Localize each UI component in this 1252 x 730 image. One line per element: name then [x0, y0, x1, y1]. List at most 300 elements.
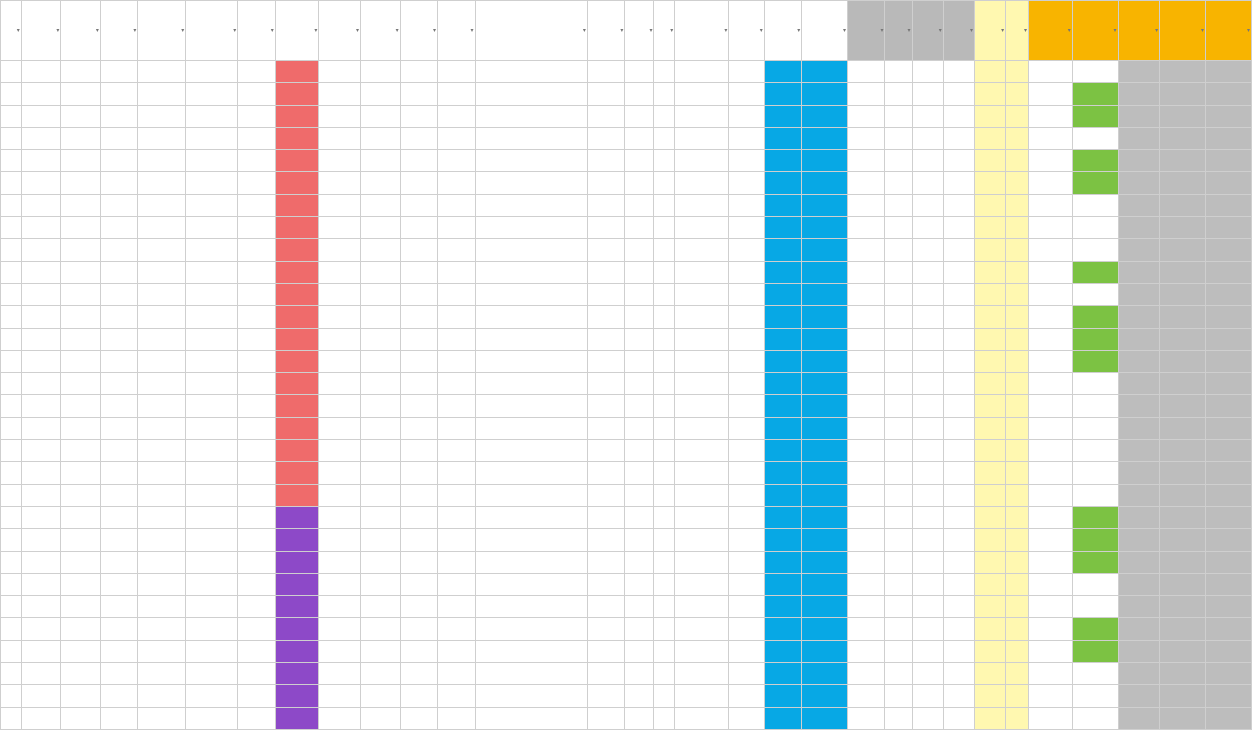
table-cell[interactable]: [61, 551, 101, 573]
table-cell[interactable]: [974, 172, 1005, 194]
filter-dropdown-icon[interactable]: ▾: [1001, 27, 1005, 34]
table-cell[interactable]: [319, 551, 361, 573]
table-cell[interactable]: [943, 150, 974, 172]
table-cell[interactable]: [319, 194, 361, 216]
table-cell[interactable]: [675, 618, 729, 640]
table-cell[interactable]: [238, 150, 275, 172]
filter-dropdown-icon[interactable]: ▾: [356, 27, 360, 34]
table-cell[interactable]: [943, 596, 974, 618]
table-cell[interactable]: [1006, 685, 1029, 707]
table-cell[interactable]: [1029, 663, 1073, 685]
table-cell[interactable]: [275, 194, 319, 216]
table-cell[interactable]: [100, 83, 137, 105]
table-cell[interactable]: [319, 239, 361, 261]
table-cell[interactable]: [587, 685, 624, 707]
table-cell[interactable]: [61, 194, 101, 216]
table-cell[interactable]: [675, 395, 729, 417]
table-cell[interactable]: [1205, 395, 1251, 417]
table-cell[interactable]: [625, 283, 654, 305]
table-cell[interactable]: [729, 328, 764, 350]
table-cell[interactable]: [974, 462, 1005, 484]
table-cell[interactable]: [912, 417, 943, 439]
table-cell[interactable]: [475, 328, 587, 350]
table-cell[interactable]: [138, 618, 186, 640]
table-cell[interactable]: [625, 440, 654, 462]
table-cell[interactable]: [764, 283, 801, 305]
table-cell[interactable]: [802, 61, 848, 83]
table-cell[interactable]: [802, 640, 848, 662]
table-cell[interactable]: [475, 685, 587, 707]
table-cell[interactable]: [943, 685, 974, 707]
table-cell[interactable]: [319, 506, 361, 528]
table-cell[interactable]: [943, 529, 974, 551]
table-cell[interactable]: [238, 596, 275, 618]
table-cell[interactable]: [1029, 596, 1073, 618]
table-cell[interactable]: [974, 395, 1005, 417]
table-cell[interactable]: [848, 440, 885, 462]
table-cell[interactable]: [1006, 261, 1029, 283]
table-cell[interactable]: [186, 217, 238, 239]
table-cell[interactable]: [319, 440, 361, 462]
table-cell[interactable]: [848, 618, 885, 640]
table-cell[interactable]: [100, 150, 137, 172]
table-cell[interactable]: [100, 127, 137, 149]
table-cell[interactable]: [138, 172, 186, 194]
table-cell[interactable]: [625, 551, 654, 573]
table-cell[interactable]: [764, 484, 801, 506]
table-cell[interactable]: [21, 194, 61, 216]
table-cell[interactable]: [1205, 573, 1251, 595]
table-cell[interactable]: [802, 618, 848, 640]
table-cell[interactable]: [587, 618, 624, 640]
table-cell[interactable]: [1118, 395, 1160, 417]
table-cell[interactable]: [1, 328, 22, 350]
table-cell[interactable]: [912, 395, 943, 417]
table-cell[interactable]: [138, 440, 186, 462]
table-cell[interactable]: [438, 395, 475, 417]
table-cell[interactable]: [802, 573, 848, 595]
table-cell[interactable]: [729, 83, 764, 105]
table-cell[interactable]: [438, 663, 475, 685]
table-cell[interactable]: [802, 529, 848, 551]
table-cell[interactable]: [1029, 573, 1073, 595]
table-cell[interactable]: [319, 350, 361, 372]
table-cell[interactable]: [802, 462, 848, 484]
table-cell[interactable]: [186, 596, 238, 618]
table-cell[interactable]: [1006, 462, 1029, 484]
table-cell[interactable]: [275, 440, 319, 462]
table-cell[interactable]: [61, 61, 101, 83]
table-cell[interactable]: [1118, 551, 1160, 573]
table-cell[interactable]: [21, 484, 61, 506]
table-cell[interactable]: [1205, 707, 1251, 729]
table-cell[interactable]: [587, 127, 624, 149]
table-cell[interactable]: [1205, 127, 1251, 149]
table-cell[interactable]: [885, 283, 912, 305]
table-cell[interactable]: [21, 283, 61, 305]
table-cell[interactable]: [729, 261, 764, 283]
table-cell[interactable]: [400, 573, 437, 595]
table-cell[interactable]: [100, 618, 137, 640]
table-cell[interactable]: [912, 529, 943, 551]
table-cell[interactable]: [1, 551, 22, 573]
table-cell[interactable]: [1029, 707, 1073, 729]
column-header-26[interactable]: [1029, 1, 1073, 61]
table-cell[interactable]: [1, 105, 22, 127]
table-cell[interactable]: [1205, 663, 1251, 685]
filter-dropdown-icon[interactable]: ▾: [16, 27, 20, 34]
table-cell[interactable]: [974, 127, 1005, 149]
table-cell[interactable]: [275, 105, 319, 127]
table-cell[interactable]: [587, 350, 624, 372]
table-cell[interactable]: [138, 150, 186, 172]
table-cell[interactable]: [654, 172, 675, 194]
table-cell[interactable]: [1006, 573, 1029, 595]
table-cell[interactable]: [475, 440, 587, 462]
table-cell[interactable]: [400, 217, 437, 239]
table-cell[interactable]: [848, 596, 885, 618]
filter-dropdown-icon[interactable]: ▾: [938, 27, 942, 34]
table-cell[interactable]: [885, 529, 912, 551]
table-cell[interactable]: [625, 127, 654, 149]
table-cell[interactable]: [587, 61, 624, 83]
table-cell[interactable]: [802, 239, 848, 261]
table-cell[interactable]: [802, 440, 848, 462]
table-cell[interactable]: [361, 61, 401, 83]
table-cell[interactable]: [675, 172, 729, 194]
table-cell[interactable]: [275, 484, 319, 506]
table-cell[interactable]: [475, 217, 587, 239]
table-cell[interactable]: [275, 306, 319, 328]
table-cell[interactable]: [654, 306, 675, 328]
table-cell[interactable]: [238, 306, 275, 328]
table-cell[interactable]: [361, 596, 401, 618]
table-cell[interactable]: [275, 596, 319, 618]
table-cell[interactable]: [100, 462, 137, 484]
table-cell[interactable]: [802, 551, 848, 573]
table-cell[interactable]: [138, 261, 186, 283]
table-cell[interactable]: [625, 640, 654, 662]
table-cell[interactable]: [848, 640, 885, 662]
filter-dropdown-icon[interactable]: ▾: [582, 27, 586, 34]
table-cell[interactable]: [848, 61, 885, 83]
table-cell[interactable]: [802, 395, 848, 417]
table-cell[interactable]: [625, 707, 654, 729]
table-cell[interactable]: [21, 217, 61, 239]
table-cell[interactable]: [885, 350, 912, 372]
table-cell[interactable]: [400, 663, 437, 685]
table-cell[interactable]: [21, 440, 61, 462]
table-cell[interactable]: [1029, 417, 1073, 439]
table-cell[interactable]: [764, 663, 801, 685]
table-cell[interactable]: [974, 105, 1005, 127]
table-cell[interactable]: [475, 172, 587, 194]
table-cell[interactable]: [238, 640, 275, 662]
table-cell[interactable]: [943, 83, 974, 105]
table-cell[interactable]: [475, 529, 587, 551]
table-cell[interactable]: [319, 685, 361, 707]
table-cell[interactable]: [238, 217, 275, 239]
table-cell[interactable]: [1072, 350, 1118, 372]
table-cell[interactable]: [361, 217, 401, 239]
table-cell[interactable]: [675, 194, 729, 216]
table-cell[interactable]: [1006, 172, 1029, 194]
table-cell[interactable]: [912, 373, 943, 395]
table-cell[interactable]: [475, 105, 587, 127]
table-cell[interactable]: [1006, 217, 1029, 239]
table-cell[interactable]: [729, 172, 764, 194]
table-cell[interactable]: [61, 172, 101, 194]
table-cell[interactable]: [848, 462, 885, 484]
table-cell[interactable]: [238, 462, 275, 484]
table-cell[interactable]: [400, 551, 437, 573]
table-cell[interactable]: [1, 462, 22, 484]
table-cell[interactable]: [848, 306, 885, 328]
table-cell[interactable]: [802, 83, 848, 105]
table-cell[interactable]: [138, 573, 186, 595]
table-cell[interactable]: [186, 105, 238, 127]
table-cell[interactable]: [475, 551, 587, 573]
table-cell[interactable]: [61, 306, 101, 328]
table-cell[interactable]: [361, 506, 401, 528]
table-cell[interactable]: [238, 440, 275, 462]
table-cell[interactable]: [361, 663, 401, 685]
table-cell[interactable]: [1072, 172, 1118, 194]
table-cell[interactable]: [100, 283, 137, 305]
table-cell[interactable]: [275, 127, 319, 149]
table-cell[interactable]: [1160, 172, 1206, 194]
table-cell[interactable]: [361, 150, 401, 172]
table-cell[interactable]: [848, 484, 885, 506]
table-cell[interactable]: [764, 551, 801, 573]
table-cell[interactable]: [1118, 172, 1160, 194]
table-cell[interactable]: [848, 194, 885, 216]
column-header-25[interactable]: [1006, 1, 1029, 61]
table-cell[interactable]: [319, 640, 361, 662]
table-cell[interactable]: [587, 462, 624, 484]
table-cell[interactable]: [1006, 506, 1029, 528]
table-cell[interactable]: [238, 127, 275, 149]
table-cell[interactable]: [186, 395, 238, 417]
table-cell[interactable]: [1160, 707, 1206, 729]
column-header-20[interactable]: [848, 1, 885, 61]
table-cell[interactable]: [238, 663, 275, 685]
table-cell[interactable]: [1160, 596, 1206, 618]
table-cell[interactable]: [1029, 373, 1073, 395]
table-cell[interactable]: [729, 663, 764, 685]
table-cell[interactable]: [361, 551, 401, 573]
filter-dropdown-icon[interactable]: ▾: [880, 27, 884, 34]
table-cell[interactable]: [186, 663, 238, 685]
table-cell[interactable]: [238, 618, 275, 640]
table-cell[interactable]: [1160, 663, 1206, 685]
table-cell[interactable]: [61, 417, 101, 439]
table-cell[interactable]: [275, 640, 319, 662]
table-cell[interactable]: [885, 707, 912, 729]
table-cell[interactable]: [587, 395, 624, 417]
table-cell[interactable]: [1006, 417, 1029, 439]
table-cell[interactable]: [100, 440, 137, 462]
table-cell[interactable]: [100, 707, 137, 729]
table-cell[interactable]: [729, 506, 764, 528]
table-cell[interactable]: [1, 350, 22, 372]
table-cell[interactable]: [675, 127, 729, 149]
table-cell[interactable]: [729, 217, 764, 239]
table-cell[interactable]: [319, 105, 361, 127]
filter-dropdown-icon[interactable]: ▾: [133, 27, 137, 34]
table-cell[interactable]: [654, 685, 675, 707]
column-header-1[interactable]: [21, 1, 61, 61]
table-cell[interactable]: [587, 239, 624, 261]
table-cell[interactable]: [943, 707, 974, 729]
table-cell[interactable]: [1160, 640, 1206, 662]
table-cell[interactable]: [729, 462, 764, 484]
table-cell[interactable]: [885, 105, 912, 127]
table-cell[interactable]: [885, 217, 912, 239]
table-cell[interactable]: [848, 105, 885, 127]
table-cell[interactable]: [1118, 328, 1160, 350]
table-cell[interactable]: [21, 83, 61, 105]
table-cell[interactable]: [654, 239, 675, 261]
table-cell[interactable]: [438, 194, 475, 216]
table-cell[interactable]: [912, 306, 943, 328]
table-cell[interactable]: [400, 484, 437, 506]
table-cell[interactable]: [186, 707, 238, 729]
table-cell[interactable]: [1029, 83, 1073, 105]
table-cell[interactable]: [21, 328, 61, 350]
table-cell[interactable]: [100, 640, 137, 662]
table-cell[interactable]: [654, 127, 675, 149]
table-cell[interactable]: [1029, 306, 1073, 328]
table-cell[interactable]: [400, 529, 437, 551]
table-cell[interactable]: [675, 350, 729, 372]
table-cell[interactable]: [438, 462, 475, 484]
column-header-30[interactable]: [1205, 1, 1251, 61]
table-cell[interactable]: [625, 373, 654, 395]
table-cell[interactable]: [1205, 83, 1251, 105]
table-cell[interactable]: [400, 172, 437, 194]
table-cell[interactable]: [885, 685, 912, 707]
table-cell[interactable]: [654, 484, 675, 506]
table-cell[interactable]: [475, 306, 587, 328]
table-cell[interactable]: [1072, 83, 1118, 105]
table-cell[interactable]: [912, 172, 943, 194]
table-cell[interactable]: [400, 417, 437, 439]
table-cell[interactable]: [912, 618, 943, 640]
table-cell[interactable]: [1072, 551, 1118, 573]
table-cell[interactable]: [1072, 395, 1118, 417]
table-cell[interactable]: [186, 328, 238, 350]
table-cell[interactable]: [587, 529, 624, 551]
table-cell[interactable]: [654, 395, 675, 417]
table-cell[interactable]: [974, 618, 1005, 640]
table-cell[interactable]: [675, 506, 729, 528]
table-cell[interactable]: [238, 373, 275, 395]
table-cell[interactable]: [675, 83, 729, 105]
table-cell[interactable]: [848, 127, 885, 149]
table-cell[interactable]: [974, 506, 1005, 528]
table-cell[interactable]: [764, 83, 801, 105]
table-cell[interactable]: [21, 61, 61, 83]
table-cell[interactable]: [802, 685, 848, 707]
table-cell[interactable]: [587, 596, 624, 618]
table-cell[interactable]: [675, 217, 729, 239]
column-header-10[interactable]: [400, 1, 437, 61]
table-cell[interactable]: [275, 663, 319, 685]
table-cell[interactable]: [1029, 239, 1073, 261]
table-cell[interactable]: [475, 462, 587, 484]
column-header-16[interactable]: [675, 1, 729, 61]
table-cell[interactable]: [912, 83, 943, 105]
filter-dropdown-icon[interactable]: ▾: [670, 27, 674, 34]
table-cell[interactable]: [974, 61, 1005, 83]
table-cell[interactable]: [1118, 127, 1160, 149]
table-cell[interactable]: [1118, 217, 1160, 239]
table-cell[interactable]: [729, 373, 764, 395]
table-cell[interactable]: [654, 618, 675, 640]
table-cell[interactable]: [238, 328, 275, 350]
table-cell[interactable]: [587, 105, 624, 127]
table-cell[interactable]: [943, 350, 974, 372]
table-cell[interactable]: [21, 150, 61, 172]
table-cell[interactable]: [1, 640, 22, 662]
table-cell[interactable]: [475, 150, 587, 172]
table-cell[interactable]: [802, 484, 848, 506]
table-cell[interactable]: [138, 707, 186, 729]
table-cell[interactable]: [438, 328, 475, 350]
table-cell[interactable]: [400, 596, 437, 618]
table-cell[interactable]: [764, 506, 801, 528]
table-cell[interactable]: [587, 306, 624, 328]
table-cell[interactable]: [475, 239, 587, 261]
filter-dropdown-icon[interactable]: ▾: [233, 27, 237, 34]
table-cell[interactable]: [848, 663, 885, 685]
table-cell[interactable]: [21, 172, 61, 194]
table-cell[interactable]: [475, 484, 587, 506]
table-cell[interactable]: [1160, 328, 1206, 350]
filter-dropdown-icon[interactable]: ▾: [620, 27, 624, 34]
table-cell[interactable]: [438, 618, 475, 640]
column-header-7[interactable]: [275, 1, 319, 61]
table-cell[interactable]: [764, 61, 801, 83]
table-cell[interactable]: [438, 105, 475, 127]
table-cell[interactable]: [1160, 395, 1206, 417]
table-cell[interactable]: [400, 462, 437, 484]
table-cell[interactable]: [912, 440, 943, 462]
table-cell[interactable]: [319, 328, 361, 350]
table-cell[interactable]: [764, 417, 801, 439]
table-cell[interactable]: [974, 239, 1005, 261]
table-cell[interactable]: [61, 640, 101, 662]
table-cell[interactable]: [885, 640, 912, 662]
table-cell[interactable]: [625, 395, 654, 417]
table-cell[interactable]: [61, 484, 101, 506]
table-cell[interactable]: [885, 150, 912, 172]
table-cell[interactable]: [764, 685, 801, 707]
table-cell[interactable]: [238, 529, 275, 551]
table-cell[interactable]: [475, 707, 587, 729]
table-cell[interactable]: [1006, 373, 1029, 395]
table-cell[interactable]: [61, 573, 101, 595]
table-cell[interactable]: [1205, 217, 1251, 239]
table-cell[interactable]: [587, 663, 624, 685]
table-cell[interactable]: [654, 194, 675, 216]
table-cell[interactable]: [912, 239, 943, 261]
table-cell[interactable]: [1205, 350, 1251, 372]
table-cell[interactable]: [587, 551, 624, 573]
filter-dropdown-icon[interactable]: ▾: [969, 27, 973, 34]
table-cell[interactable]: [438, 573, 475, 595]
